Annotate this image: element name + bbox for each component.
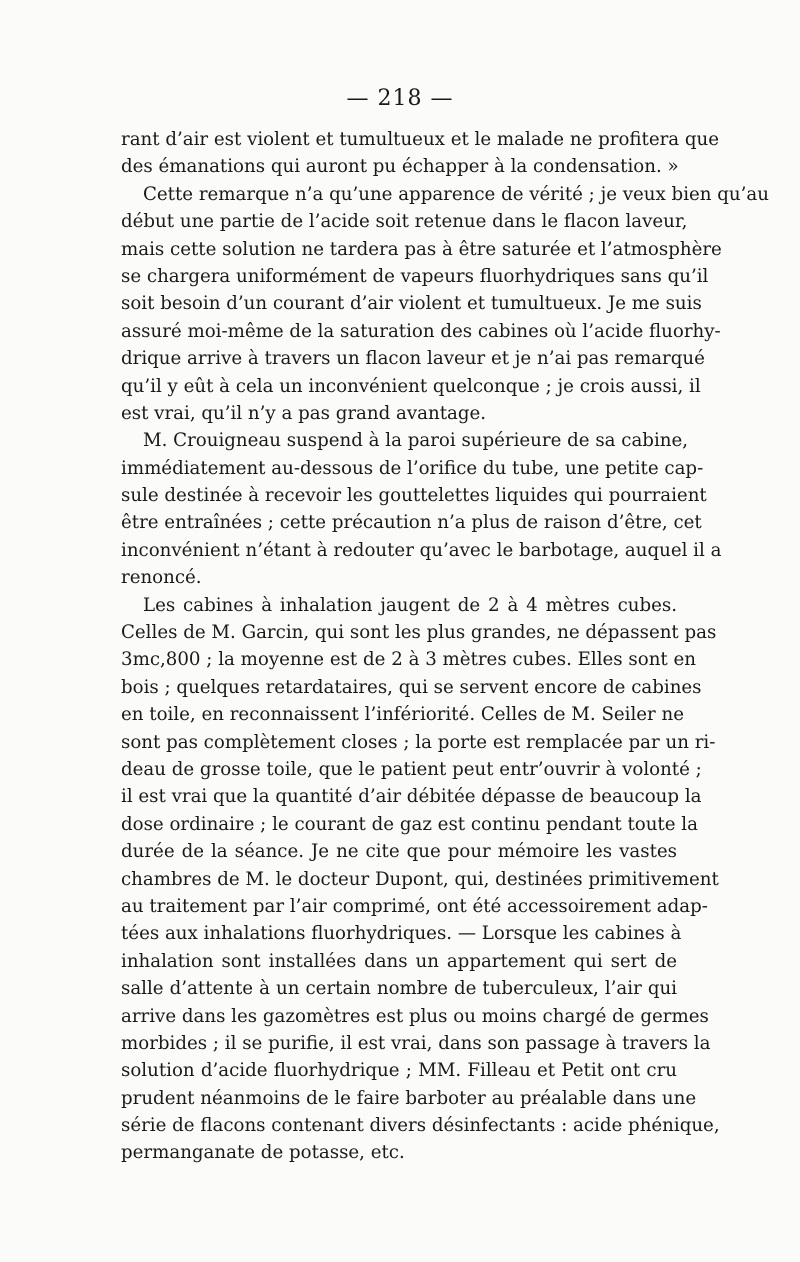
body-text (121, 126, 769, 1167)
text-line: se chargera uniformément de vapeurs fluorhydriques sans qu’il (121, 265, 709, 287)
text-line: arrive dans les gazomètres est plus ou moins chargé de germes (121, 1005, 709, 1027)
text-line: immédiatement au-dessous de l’orifice du tube, une petite cap- (121, 457, 704, 479)
text-line: chambres de M. le docteur Dupont, qui, destinées primitivement (121, 868, 719, 890)
text-line: prudent néanmoins de le faire barboter au préalable dans une (121, 1087, 697, 1109)
text-line: est vrai, qu’il n’y a pas grand avantage. (121, 402, 487, 424)
text-line: rant d’air est violent et tumultueux et le malade ne profitera que (121, 129, 720, 150)
text-line: morbides ; il se purifie, il est vrai, dans son passage à travers la (121, 1032, 711, 1054)
text-line: inconvénient n’étant à redouter qu’avec le barbotage, auquel il a (121, 539, 722, 561)
text-line: au traitement par l’air comprimé, ont été accessoirement adap- (121, 895, 708, 917)
text-line: bois ; quelques retardataires, qui se servent encore de cabines (121, 676, 702, 698)
text-line: permanganate de potasse, etc. (121, 1142, 405, 1164)
text-line: salle d’attente à un certain nombre de tuberculeux, l’air qui (121, 978, 677, 1000)
text-line: dose ordinaire ; le courant de gaz est continu pendant toute la (121, 813, 698, 835)
text-line: être entraînées ; cette précaution n’a plus de raison d’être, cet (121, 512, 702, 534)
text-line: inhalation sont installées dans un appartement qui sert de (121, 950, 677, 972)
text-line: Cette remarque n’a qu’une apparence de vérité ; je veux bien qu’au (143, 183, 769, 205)
text-line: début une partie de l’acide soit retenue dans le flacon laveur, (121, 211, 688, 233)
text-line: en toile, en reconnaissent l’infériorité. Celles de M. Seiler ne (121, 704, 685, 726)
text-line: solution d’acide fluorhydrique ; MM. Filleau et Petit ont cru (121, 1060, 677, 1082)
text-line: soit besoin d’un courant d’air violent et tumultueux. Je me suis (121, 293, 702, 315)
text-line: M. Crouigneau suspend à la paroi supérieure de sa cabine, (143, 430, 689, 452)
text-line: mais cette solution ne tardera pas à être saturée et l’atmosphère (121, 238, 722, 260)
text-line: série de flacons contenant divers désinfectants : acide phénique, (121, 1115, 720, 1137)
text-line: qu’il y eût à cela un inconvénient quelconque ; je crois aussi, il (121, 375, 701, 397)
text-line: renoncé. (121, 567, 202, 589)
text-line: 3mc,800 ; la moyenne est de 2 à 3 mètres cubes. Elles sont en (121, 649, 696, 671)
text-line: durée de la séance. Je ne cite que pour mémoire les vastes (121, 841, 677, 863)
text-line: sule destinée à recevoir les gouttelettes liquides qui pourraient (121, 485, 707, 507)
text-line: il est vrai que la quantité d’air débitée dépasse de beaucoup la (121, 786, 702, 808)
text-line: sont pas complètement closes ; la porte est remplacée par un ri- (121, 731, 716, 753)
page-number: — 218 — (346, 86, 454, 111)
text-line: Les cabines à inhalation jaugent de 2 à 4 mètres cubes. (143, 594, 677, 616)
text-line: tées aux inhalations fluorhydriques. — Lorsque les cabines à (121, 923, 682, 945)
text-line: drique arrive à travers un flacon laveur et je n’ai pas remarqué (121, 348, 705, 370)
text-line: assuré moi-même de la saturation des cabines où l’acide fluorhy- (121, 320, 721, 342)
text-line: des émanations qui auront pu échapper à la condensation. » (121, 156, 679, 178)
text-line: Celles de M. Garcin, qui sont les plus grandes, ne dépassent pas (121, 622, 717, 644)
text-line: deau de grosse toile, que le patient peut entr’ouvrir à volonté ; (121, 758, 702, 780)
